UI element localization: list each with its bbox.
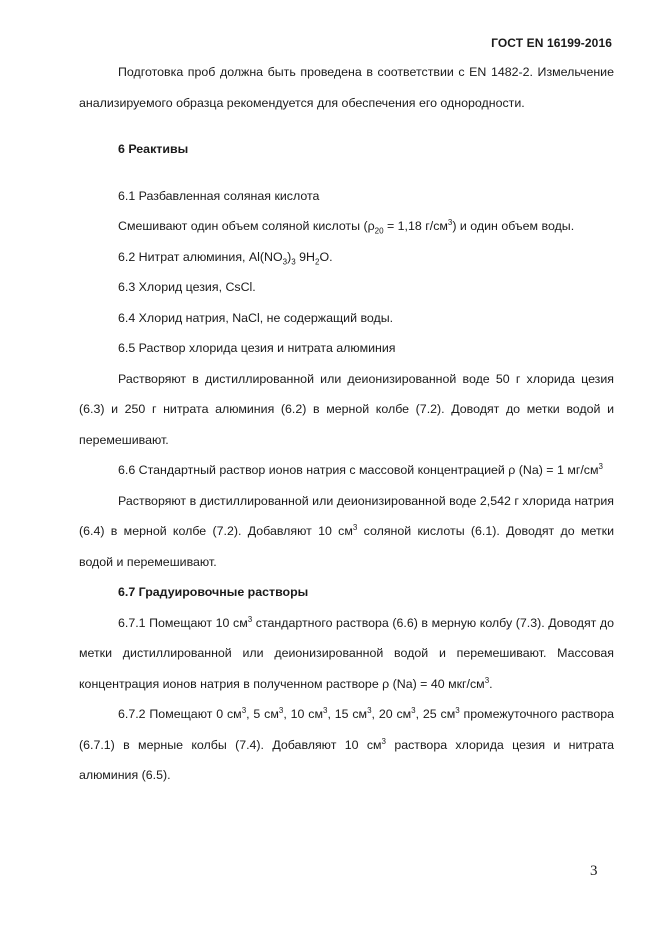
text-run: O. <box>319 249 333 264</box>
text-run: , 10 см <box>283 707 323 721</box>
superscript: 3 <box>278 705 284 715</box>
text-run: . <box>489 676 493 691</box>
text-run: 6.6 Стандартный раствор ионов натрия с массовой концентрацией ρ (Na) = 1 мг/см <box>118 463 599 477</box>
superscript: 3 <box>455 705 460 715</box>
superscript: 3 <box>367 705 372 715</box>
subscript: 2 <box>315 256 320 266</box>
text-run: 6.7.2 Помещают 0 см <box>118 707 242 721</box>
page-content <box>79 57 614 791</box>
superscript: 3 <box>381 736 386 746</box>
text-run: ) <box>287 249 292 264</box>
reagent-6-5-label: 6.5 Раствор хлорида цезия и нитрата алюминия <box>118 341 396 355</box>
text-run: раствора хлорида цезия и нитрата алюминия (6.5). <box>79 737 614 782</box>
reagent-6-3: 6.3 Хлорид цезия, CsCl. <box>118 280 256 294</box>
subscript: 3 <box>291 256 296 266</box>
text-run: 6.2 Нитрат алюминия, Al(NO <box>118 249 283 264</box>
text-run: , 5 см <box>246 707 279 721</box>
solution-6-7-2 <box>79 699 614 791</box>
reagent-6-4: 6.4 Хлорид натрия, NaCl, не содержащий воды. <box>118 310 394 325</box>
intro-paragraph: Подготовка проб должна быть проведена в соответствии с EN 1482-2. Измельчение анализируемого образца рекомендуется для обеспечения его однородности. <box>79 65 614 110</box>
document-standard-header: ГОСТ EN 16199-2016 <box>491 36 612 50</box>
text-run: , 15 см <box>327 707 368 721</box>
text-run: промежуточного раствора (6.7.1) в мерные колбы (7.4). Добавляют 10 см <box>79 707 615 752</box>
section-6-7-heading: 6.7 Градуировочные растворы <box>118 585 309 599</box>
superscript: 3 <box>352 522 358 532</box>
reagent-6-6-text <box>79 486 614 578</box>
superscript: 3 <box>241 705 247 715</box>
superscript: 3 <box>447 217 453 227</box>
page-number: 3 <box>590 863 598 879</box>
reagent-6-1-label: 6.1 Разбавленная соляная кислота <box>118 188 320 203</box>
reagent-6-2 <box>79 242 614 273</box>
text-run: = 1,18 г/см <box>383 219 448 233</box>
superscript: 3 <box>411 705 416 715</box>
text-run: , 20 см <box>371 707 412 721</box>
superscript: 3 <box>484 675 490 685</box>
text-run: 6.7.1 Помещают 10 см <box>118 615 248 630</box>
text-run: ) и один объем воды. <box>452 219 575 233</box>
subscript: 3 <box>282 256 288 266</box>
text-run: Растворяют в дистиллированной или деионизированной воде 2,542 г хлорида натрия (6.4) в мерной колбе (7.2). Добавляют 10 см <box>79 493 614 538</box>
solution-6-7-1 <box>79 608 614 700</box>
superscript: 3 <box>247 614 253 624</box>
subscript: 20 <box>374 226 384 236</box>
text-run: Смешивают один объем соляной кислоты (ρ <box>118 219 375 233</box>
text-run: соляной кислоты (6.1). Доводят до метки водой и перемешивают. <box>79 524 614 569</box>
superscript: 3 <box>322 705 328 715</box>
superscript: 3 <box>598 461 603 471</box>
reagent-6-6-label <box>79 455 614 486</box>
text-run: стандартного раствора (6.6) в мерную колбу (7.3). Доводят до метки дистиллированной или деионизированной водой и перемешивают. Массовая концентрация ионов натрия в полученном растворе ρ (Na) = 40 мкг/см <box>79 615 615 691</box>
reagent-6-1-text <box>79 211 614 242</box>
section-6-heading: 6 Реактивы <box>118 142 189 156</box>
text-run: , 25 см <box>415 707 456 721</box>
reagent-6-5-text: Растворяют в дистиллированной или деионизированной воде 50 г хлорида цезия (6.3) и 250 г нитрата алюминия (6.2) в мерной колбе (7.2). Доводят до метки водой и перемешивают. <box>79 371 614 447</box>
text-run: 9H <box>295 249 315 264</box>
